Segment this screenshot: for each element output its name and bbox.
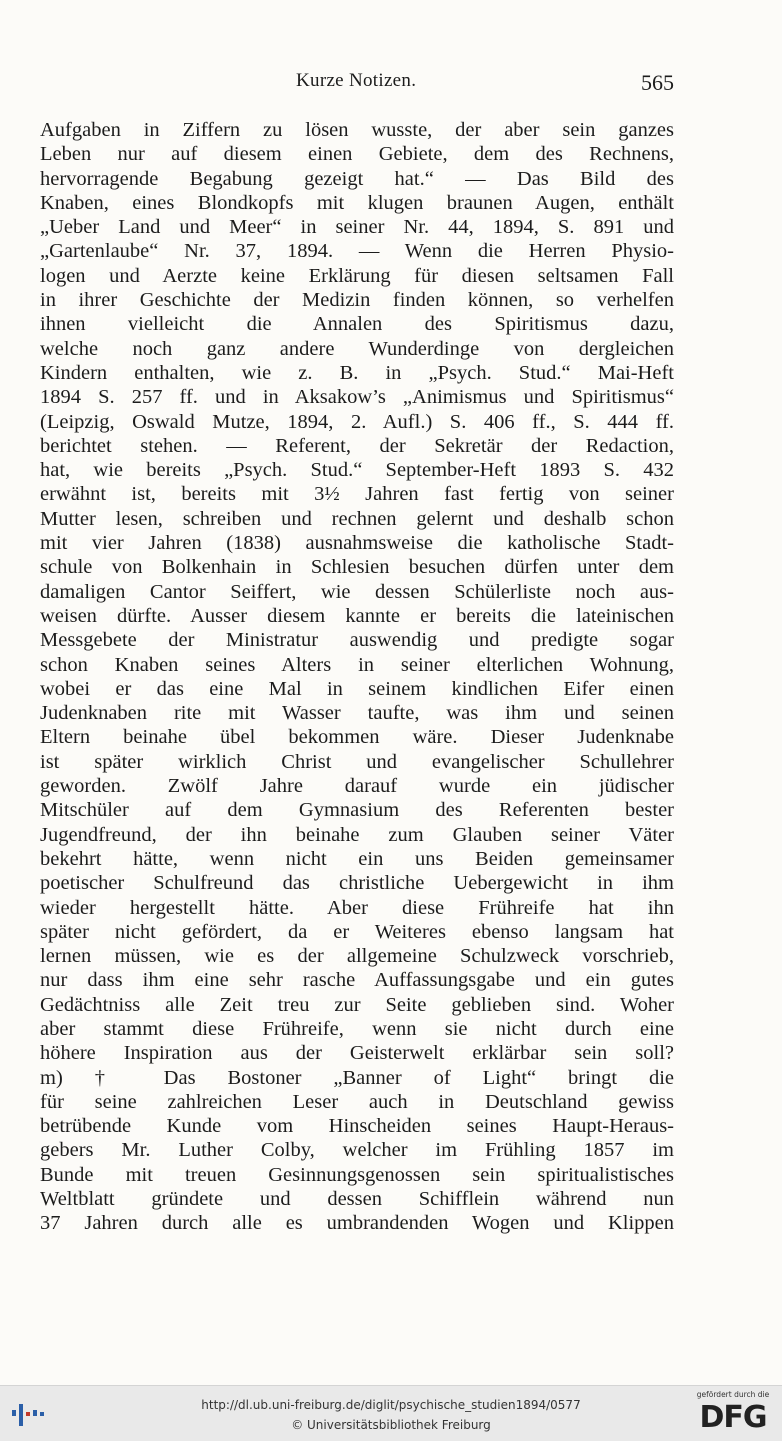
text-line bbox=[40, 920, 674, 944]
text-line bbox=[40, 482, 674, 506]
text-line bbox=[40, 385, 674, 409]
text-line-content: in ihrer Geschichte der Medizin finden können, so verhelfen bbox=[40, 289, 674, 312]
text-line bbox=[40, 1187, 674, 1211]
text-line-content: berichtet stehen. — Referent, der Sekretär der Redaction, bbox=[40, 434, 674, 457]
text-line bbox=[40, 896, 674, 920]
text-line bbox=[40, 1066, 674, 1090]
text-line bbox=[40, 531, 674, 555]
running-title: Kurze Notizen. bbox=[296, 70, 417, 91]
page-number: 565 bbox=[641, 70, 674, 95]
text-line bbox=[40, 628, 674, 652]
text-line bbox=[40, 264, 674, 288]
text-line bbox=[40, 118, 674, 142]
text-line-content: wieder hergestellt hätte. Aber diese Frühreife hat ihn bbox=[40, 896, 674, 919]
text-line bbox=[40, 653, 674, 677]
text-line-content: „Ueber Land und Meer“ in seiner Nr. 44, 1894, S. 891 und bbox=[40, 216, 674, 239]
text-line bbox=[40, 555, 674, 579]
text-line-content: später nicht gefördert, da er Weiteres ebenso langsam hat bbox=[40, 920, 674, 943]
dfg-caption: gefördert durch die bbox=[696, 1390, 770, 1399]
text-line bbox=[40, 239, 674, 263]
text-line-content: Eltern beinahe übel bekommen wäre. Dieser Judenknabe bbox=[40, 726, 674, 749]
text-line-content: m) † Das Bostoner „Banner of Light“ bringt die bbox=[40, 1066, 674, 1089]
text-line bbox=[40, 458, 674, 482]
text-line-content: hervorragende Begabung gezeigt hat.“ — Das Bild des bbox=[40, 167, 674, 190]
text-line bbox=[40, 701, 674, 725]
text-line-content: logen und Aerzte keine Erklärung für diesen seltsamen Fall bbox=[40, 264, 674, 287]
text-line bbox=[40, 191, 674, 215]
dfg-logo-icon bbox=[690, 1390, 776, 1438]
text-line-content: 37 Jahren durch alle es umbrandenden Wogen und Klippen bbox=[40, 1212, 674, 1235]
text-line-content: wobei er das eine Mal in seinem kindlichen Eifer einen bbox=[40, 677, 674, 700]
text-line-content: (Leipzig, Oswald Mutze, 1894, 2. Aufl.) S. 406 ff., S. 444 ff. bbox=[40, 410, 674, 433]
text-line-content: Bunde mit treuen Gesinnungsgenossen sein spiritualistisches bbox=[40, 1163, 674, 1186]
text-line-content: Kindern enthalten, wie z. B. in „Psych. Stud.“ Mai-Heft bbox=[40, 361, 674, 384]
text-line-content: Jugendfreund, der ihn beinahe zum Glauben seiner Väter bbox=[40, 823, 674, 846]
text-line bbox=[40, 1090, 674, 1114]
text-line-content: gebers Mr. Luther Colby, welcher im Frühling 1857 im bbox=[40, 1139, 674, 1162]
text-line bbox=[40, 677, 674, 701]
text-line-content: geworden. Zwölf Jahre darauf wurde ein jüdischer bbox=[40, 775, 674, 798]
text-line bbox=[40, 580, 674, 604]
text-line bbox=[40, 944, 674, 968]
text-line-content: hat, wie bereits „Psych. Stud.“ September-Heft 1893 S. 432 bbox=[40, 459, 674, 482]
text-line bbox=[40, 215, 674, 239]
text-line-content: Aufgaben in Ziffern zu lösen wusste, der aber sein ganzes bbox=[40, 119, 674, 141]
text-line-content: poetischer Schulfreund das christliche Uebergewicht in ihm bbox=[40, 872, 674, 895]
text-line-content: aber stammt diese Frühreife, wenn sie nicht durch eine bbox=[40, 1017, 674, 1040]
copyright-notice: © Universitätsbibliothek Freiburg bbox=[291, 1418, 491, 1432]
text-line-content: Mitschüler auf dem Gymnasium des Referenten bester bbox=[40, 799, 674, 822]
text-line bbox=[40, 167, 674, 191]
text-line-content: Judenknaben rite mit Wasser taufte, was ihm und seinen bbox=[40, 702, 674, 725]
text-line bbox=[40, 968, 674, 992]
text-line bbox=[40, 337, 674, 361]
text-line-content: welche noch ganz andere Wunderdinge von dergleichen bbox=[40, 337, 674, 360]
text-line bbox=[40, 750, 674, 774]
text-line-content: weisen dürfte. Ausser diesem kannte er bereits die lateinischen bbox=[40, 604, 674, 627]
text-line bbox=[40, 993, 674, 1017]
text-line-content: damaligen Cantor Seiffert, wie dessen Schülerliste noch aus- bbox=[40, 580, 674, 603]
text-line-content: mit vier Jahren (1838) ausnahmsweise die katholische Stadt- bbox=[40, 532, 674, 555]
text-line-content: „Gartenlaube“ Nr. 37, 1894. — Wenn die Herren Physio- bbox=[40, 240, 674, 263]
text-line-content: Leben nur auf diesem einen Gebiete, dem des Rechnens, bbox=[40, 143, 674, 166]
text-line-content: ihnen vielleicht die Annalen des Spiritismus dazu, bbox=[40, 313, 674, 336]
text-line bbox=[40, 1163, 674, 1187]
text-line bbox=[40, 288, 674, 312]
text-line bbox=[40, 798, 674, 822]
text-line-content: erwähnt ist, bereits mit 3½ Jahren fast fertig von seiner bbox=[40, 483, 674, 506]
text-line-content: für seine zahlreichen Leser auch in Deutschland gewiss bbox=[40, 1090, 674, 1113]
text-line bbox=[40, 604, 674, 628]
viewer-footer bbox=[0, 1385, 782, 1441]
text-line bbox=[40, 1211, 674, 1235]
text-line bbox=[40, 361, 674, 385]
text-line-content: Weltblatt gründete und dessen Schifflein während nun bbox=[40, 1188, 674, 1211]
text-line bbox=[40, 871, 674, 895]
text-line bbox=[40, 847, 674, 871]
text-line-content: Messgebete der Ministratur auswendig und predigte sogar bbox=[40, 629, 674, 652]
page-header bbox=[40, 70, 674, 100]
text-line bbox=[40, 725, 674, 749]
dfg-wordmark: DFG bbox=[699, 1400, 767, 1435]
text-line-content: Mutter lesen, schreiben und rechnen gelernt und deshalb schon bbox=[40, 507, 674, 530]
text-line bbox=[40, 1041, 674, 1065]
text-line-content: bekehrt hätte, wenn nicht ein uns Beiden gemeinsamer bbox=[40, 847, 674, 870]
body-text bbox=[40, 118, 674, 1236]
text-line-content: Knaben, eines Blondkopfs mit klugen braunen Augen, enthält bbox=[40, 191, 674, 214]
text-line-content: schon Knaben seines Alters in seiner elterlichen Wohnung, bbox=[40, 653, 674, 676]
permalink-url[interactable]: http://dl.ub.uni-freiburg.de/diglit/psychische_studien1894/0577 bbox=[201, 1398, 581, 1412]
text-line bbox=[40, 1017, 674, 1041]
text-line-content: nur dass ihm eine sehr rasche Auffassungsgabe und ein gutes bbox=[40, 969, 674, 992]
text-line bbox=[40, 142, 674, 166]
text-line bbox=[40, 410, 674, 434]
text-line bbox=[40, 774, 674, 798]
text-line bbox=[40, 312, 674, 336]
text-line-content: betrübende Kunde vom Hinscheiden seines Haupt-Heraus- bbox=[40, 1115, 674, 1138]
text-line bbox=[40, 507, 674, 531]
text-line bbox=[40, 434, 674, 458]
text-line bbox=[40, 823, 674, 847]
text-line-content: schule von Bolkenhain in Schlesien besuchen dürfen unter dem bbox=[40, 556, 674, 579]
text-line-content: 1894 S. 257 ff. und in Aksakow’s „Animismus und Spiritismus“ bbox=[40, 386, 674, 409]
text-line bbox=[40, 1114, 674, 1138]
text-line bbox=[40, 1138, 674, 1162]
text-line-content: höhere Inspiration aus der Geisterwelt erklärbar sein soll? bbox=[40, 1042, 674, 1065]
text-line-content: Gedächtniss alle Zeit treu zur Seite geblieben sind. Woher bbox=[40, 993, 674, 1016]
text-line-content: lernen müssen, wie es der allgemeine Schulzweck vorschrieb, bbox=[40, 945, 674, 968]
text-line-content: ist später wirklich Christ und evangelischer Schullehrer bbox=[40, 750, 674, 773]
